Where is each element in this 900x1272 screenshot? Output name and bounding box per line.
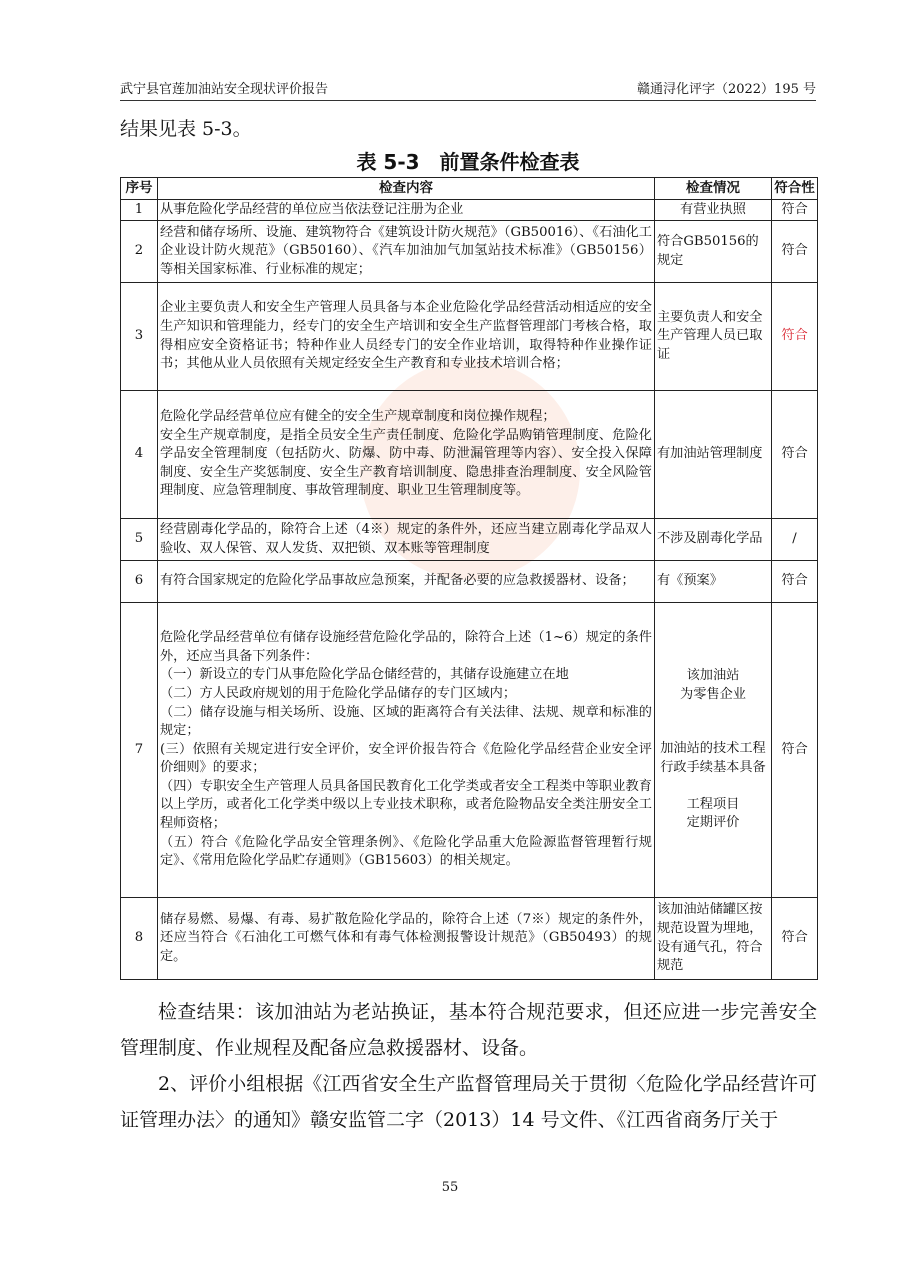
content-line: 安全生产规章制度，是指全员安全生产责任制度、危险化学品购销管理制度、危险化学品安全管理制度（包括防火、防爆、防中毒、防泄漏管理等内容）、安全投入保障制度、安全生产奖惩制度、安全生产教育培训制度、隐患排查治理制度、安全风险管理制度、应急管理制度、事故管理制度、职业卫生管理制度等。 (160, 427, 652, 499)
header-report-number: 赣通浔化评字（2022）195 号 (636, 82, 816, 97)
row-content (158, 603, 655, 898)
row-no: 3 (121, 283, 158, 391)
row-status: 不涉及剧毒化学品 (655, 519, 772, 561)
precondition-check-table (120, 177, 818, 980)
row-no: 6 (121, 561, 158, 603)
header-conformity: 符合性 (772, 178, 818, 200)
row-status: 该加油站储罐区按规范设置为埋地，设有通气孔，符合规范 (655, 898, 772, 980)
row-conformity: 符合 (772, 603, 818, 898)
row-content: 企业主要负责人和安全生产管理人员具备与本企业危险化学品经营活动相适应的安全生产知识和管理能力，经专门的安全生产培训和安全生产监督管理部门考核合格，取得相应安全资格证书；特种作业人员经专门的安全作业培训，取得特种作业操作证书；其他从业人员依照有关规定经安全生产教育和专业技术培训合格； (158, 283, 655, 391)
row-content (158, 391, 655, 519)
row-no: 5 (121, 519, 158, 561)
table-header-row (121, 178, 818, 200)
content-line: (三）依照有关规定进行安全评价，安全评价报告符合《危险化学品经营企业安全评价细则》的要求； (160, 741, 652, 776)
header-no: 序号 (121, 178, 158, 200)
status-line: 定期评价 (686, 815, 740, 831)
row-conformity: 符合 (772, 561, 818, 603)
content-line: 危险化学品经营单位应有健全的安全生产规章制度和岗位操作规程； (160, 409, 556, 425)
row-conformity: 符合 (772, 898, 818, 980)
row-conformity: 符合 (772, 283, 818, 391)
check-result-paragraph: 检查结果：该加油站为老站换证，基本符合规范要求，但还应进一步完善安全管理制度、作业规程及配备应急救援器材、设备。 (120, 1001, 817, 1059)
status-line: 该加油站 (686, 668, 740, 684)
status-gap (657, 704, 769, 722)
table-row (121, 561, 818, 603)
row-status: 有营业执照 (655, 200, 772, 221)
table-row (121, 200, 818, 221)
row-no: 7 (121, 603, 158, 898)
row-conformity: 符合 (772, 200, 818, 221)
row-conformity: 符合 (772, 221, 818, 283)
row-status: 有《预案》 (655, 561, 772, 603)
table-row (121, 221, 818, 283)
row-status: 符合GB50156的规定 (655, 221, 772, 283)
header-content: 检查内容 (158, 178, 655, 200)
row-content: 有符合国家规定的危险化学品事故应急预案，并配备必要的应急救援器材、设备； (158, 561, 655, 603)
row-content: 经营剧毒化学品的，除符合上述（4※）规定的条件外，还应当建立剧毒化学品双人验收、双人保管、双人发货、双把锁、双本账等管理制度 (158, 519, 655, 561)
page-number: 55 (441, 1180, 459, 1195)
header-left-title: 武宁县官莲加油站安全现状评价报告 (120, 82, 329, 97)
table-row (121, 283, 818, 391)
intro-text: 结果见表 5-3。 (120, 118, 252, 140)
table-row (121, 603, 818, 898)
row-no: 1 (121, 200, 158, 221)
status-gap (657, 778, 769, 796)
row-no: 4 (121, 391, 158, 519)
content-line: 危险化学品经营单位有储存设施经营危险化学品的，除符合上述（1~6）规定的条件外，还应当具备下列条件： (160, 630, 652, 664)
content-line: （二）储存设施与相关场所、设施、区域的距离符合有关法律、法规、规章和标准的规定； (160, 704, 652, 739)
table-title: 表 5-3 前置条件检查表 (356, 150, 580, 174)
evaluation-paragraph: 2、评价小组根据《江西省安全生产监督管理局关于贯彻〈危险化学品经营许可证管理办法〉的通知》赣安监管二字（2013）14 号文件、《江西省商务厅关于 (120, 1073, 817, 1131)
table-row (121, 898, 818, 980)
status-line: 工程项目 (686, 796, 740, 812)
row-no: 8 (121, 898, 158, 980)
content-line: （五）符合《危险化学品安全管理条例》、《危险化学品重大危险源监督管理暂行规定》、《常用危险化学品贮存通则》（GB15603）的相关规定。 (160, 834, 652, 869)
table-row (121, 391, 818, 519)
header-status: 检查情况 (655, 178, 772, 200)
row-content: 经营和储存场所、设施、建筑物符合《建筑设计防火规范》（GB50016）、《石油化工企业设计防火规范》（GB50160）、《汽车加油加气加氢站技术标准》（GB50156）等相关国家标准、行业标准的规定； (158, 221, 655, 283)
content-line: （四）专职安全生产管理人员具备国民教育化工化学类或者安全工程类中等职业教育以上学历，或者化工化学类中级以上专业技术职称，或者危险物品安全类注册安全工程师资格； (160, 778, 652, 832)
content-line: （二）方人民政府规划的用于危险化学品储存的专门区域内； (160, 685, 517, 701)
content-line: （一）新设立的专门从事危险化学品仓储经营的，其储存设施建立在地 (160, 667, 569, 683)
row-no: 2 (121, 221, 158, 283)
row-content: 从事危险化学品经营的单位应当依法登记注册为企业 (158, 200, 655, 221)
row-conformity: / (772, 519, 818, 561)
row-content: 储存易燃、易爆、有毒、易扩散危险化学品的，除符合上述（7※）规定的条件外，还应当符合《石油化工可燃气体和有毒气体检测报警设计规范》（GB50493）的规定。 (158, 898, 655, 980)
status-gap (657, 722, 769, 740)
row-status: 有加油站管理制度 (655, 391, 772, 519)
page-header (120, 78, 816, 101)
table-row (121, 519, 818, 561)
row-status (655, 603, 772, 898)
status-line: 为零售企业 (680, 686, 746, 702)
status-line: 加油站的技术工程行政手续基本具备 (660, 741, 766, 775)
row-status: 主要负责人和安全生产管理人员已取证 (655, 283, 772, 391)
row-conformity: 符合 (772, 391, 818, 519)
